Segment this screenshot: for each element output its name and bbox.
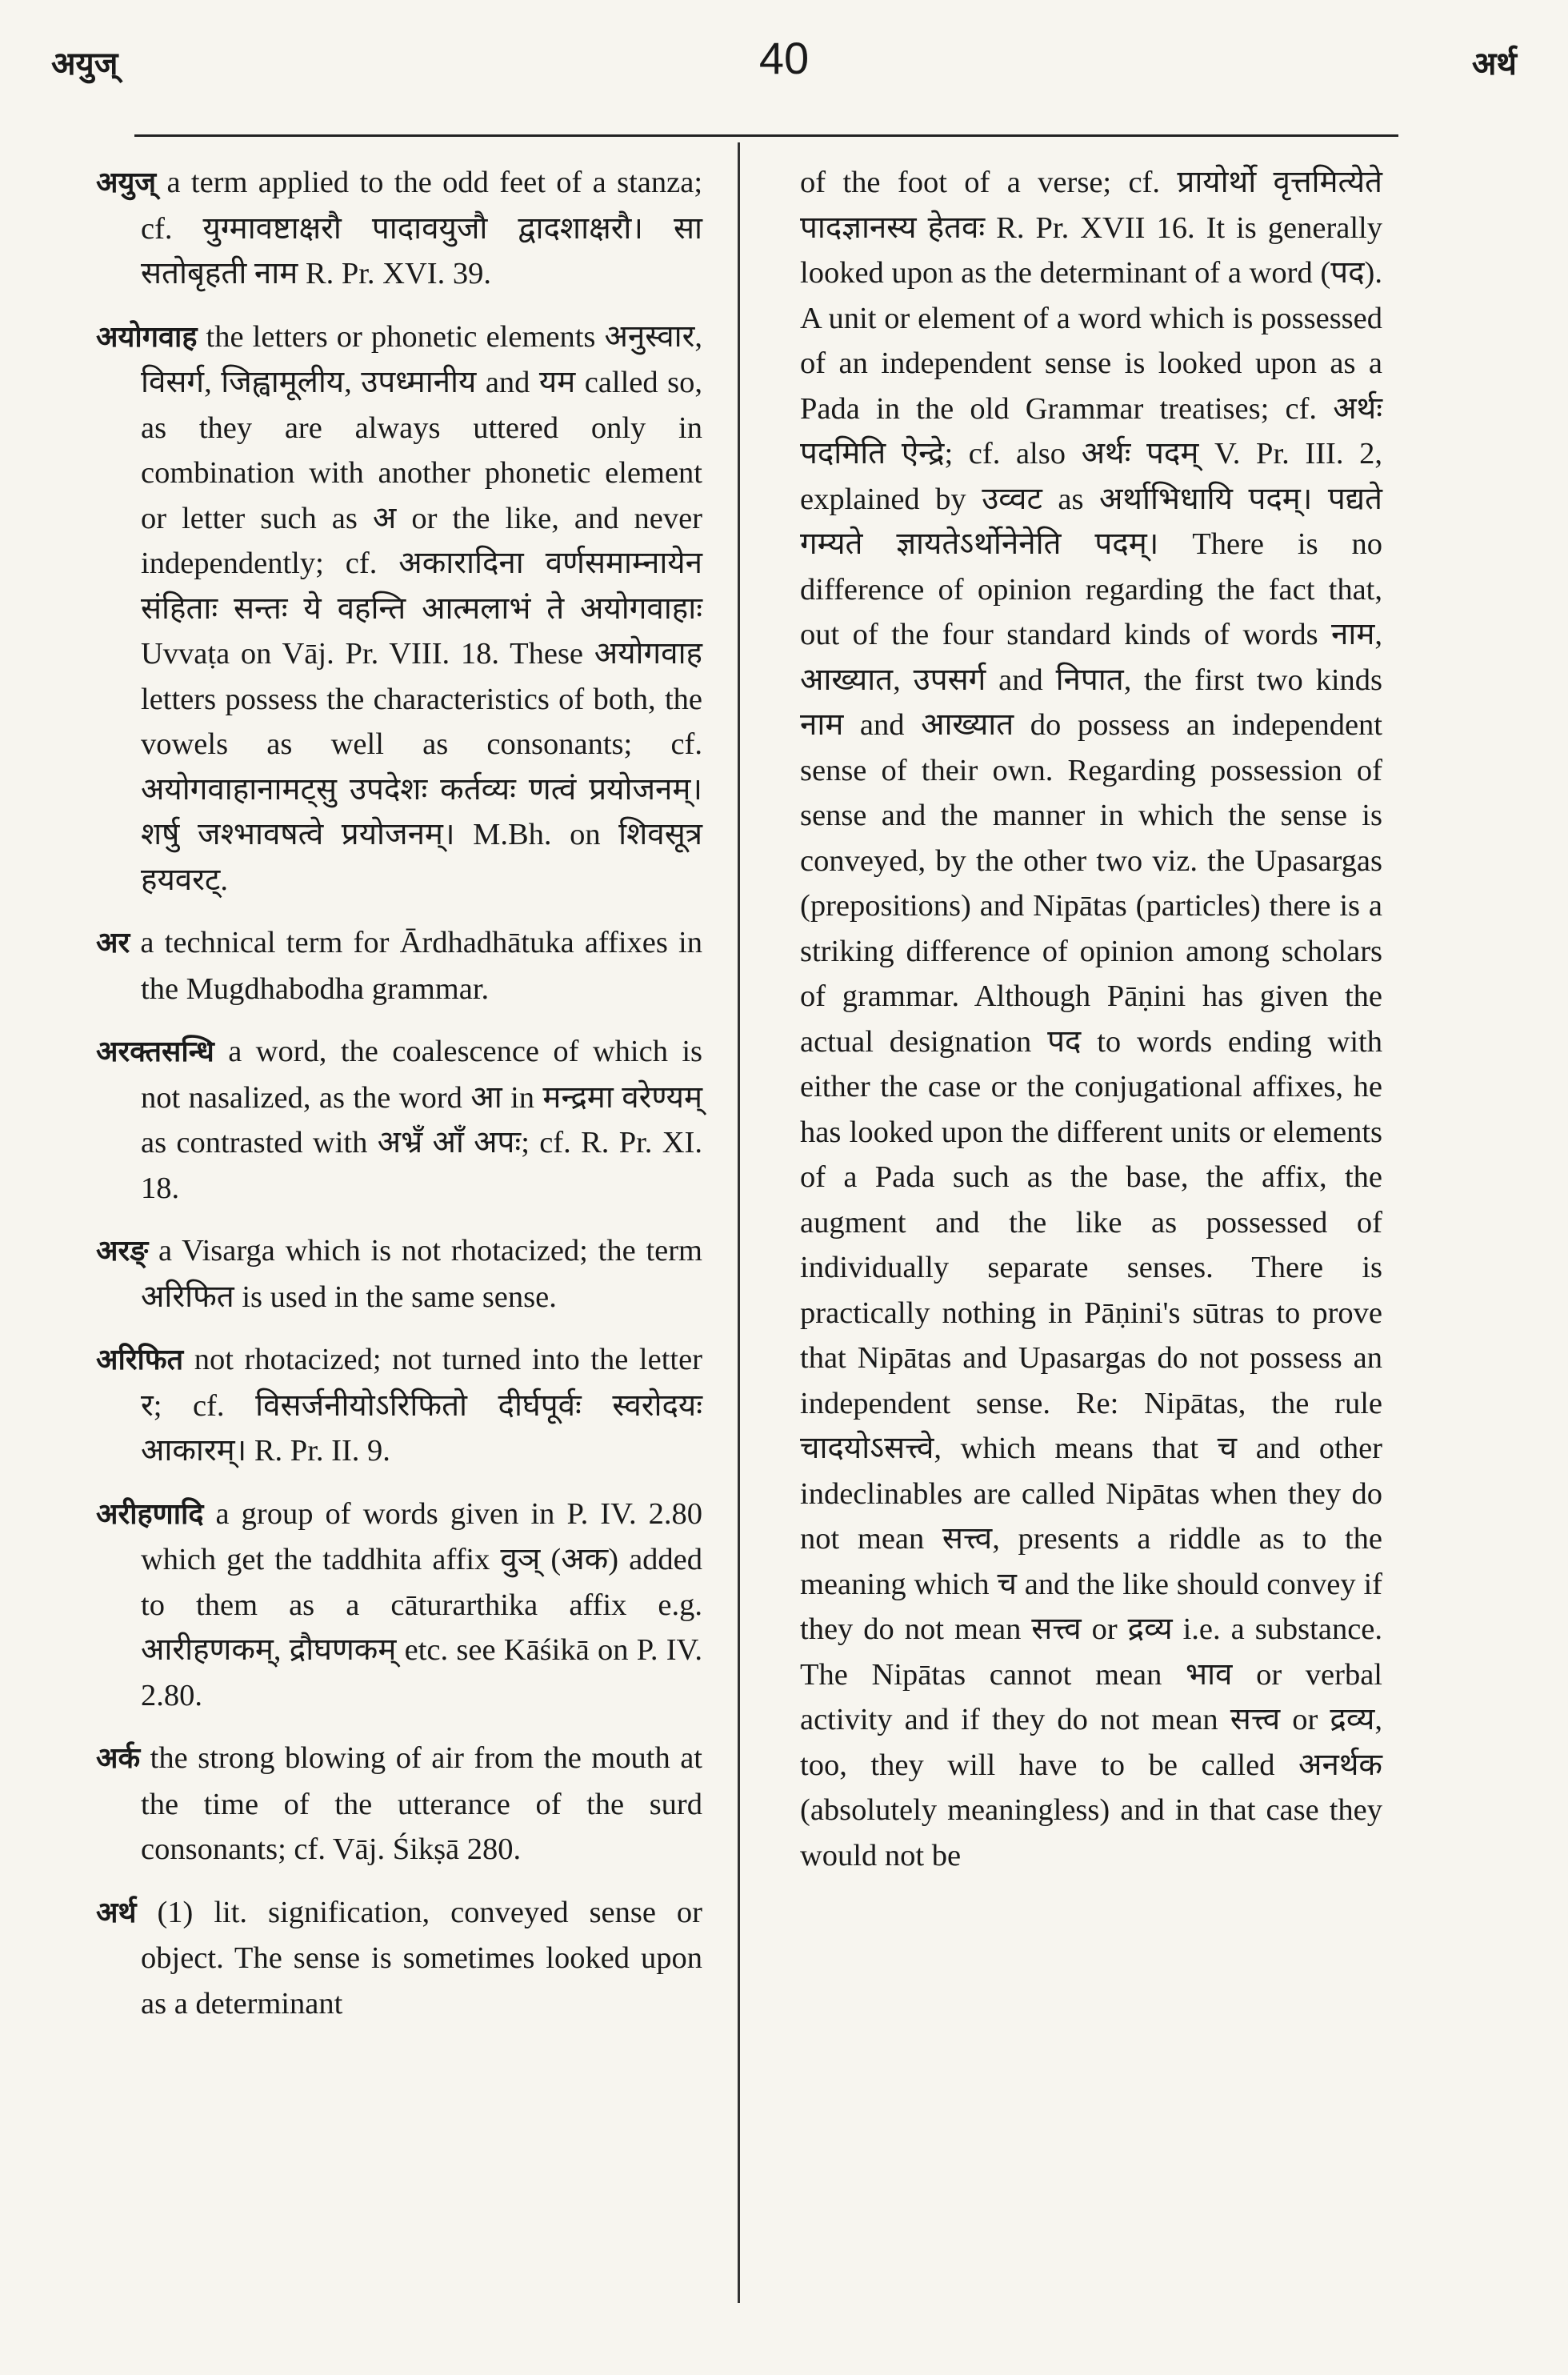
entry-arka: [96, 1736, 702, 1872]
entry-text: not rhotacized; not turned into the letter र; cf. विसर्जनीयोऽरिफितो दीर्घपूर्वः स्वरोदयः आकारम्। R. Pr. II. 9.: [141, 1343, 703, 1468]
left-column: [96, 160, 702, 2044]
page-number: 40: [758, 33, 810, 83]
column-divider: [738, 142, 740, 2303]
entry-text: the letters or phonetic elements अनुस्वार, विसर्ग, जिह्वामूलीय, उपध्मानीय and यम called so, as they are always uttered only in combination with another phonetic element or letter such as अ or the like, and never independently; cf. अकारादिना वर्णसमाम्नायेन संहिताः सन्तः ये वहन्ति आत्मलाभं ते अयोगवाहाः Uvvaṭa on Vāj. Pr. VIII. 18. These अयोगवाह letters possess the characteristics of both, the vowels as well as consonants; cf. अयोगवाहानामट्सु उपदेशः कर्तव्यः णत्वं प्रयोजनम्। शर्षु जश्भावषत्वे प्रयोजनम्। M.Bh. on शिवसूत्र हयवरट्.: [141, 319, 702, 897]
right-column: [800, 160, 1382, 1878]
entry-artha: [96, 1890, 702, 2027]
entry-ariphita: [96, 1337, 702, 1474]
header-rule: [134, 134, 1398, 137]
headword: अर्क: [96, 1742, 141, 1775]
entry-text: a Visarga which is not rhotacized; the term अरिफित is used in the same sense.: [141, 1234, 703, 1314]
entry-ara: [96, 920, 702, 1011]
left-running-head: अयुज्: [51, 46, 118, 82]
headword: अरङ्: [96, 1235, 149, 1268]
right-running-head: अर्थ: [1471, 46, 1517, 82]
continued-entry-text: of the foot of a verse; cf. प्रायोर्थो वृत्तमित्येते पादज्ञानस्य हेतवः R. Pr. XVII 16. It is generally looked upon as the determinant of a word (पद). A unit or element of a word which is possessed of an independent sense is looked upon as a Pada in the old Grammar treatises; cf. अर्थः पदमिति ऐन्द्रे; cf. also अर्थः पदम् V. Pr. III. 2, explained by उव्वट as अर्थाभिधायि पदम्। पद्यते गम्यते ज्ञायतेऽर्थोनेनेति पदम्। There is no difference of opinion regarding the fact that, out of the four standard kinds of words नाम, आख्यात, उपसर्ग and निपात, the first two kinds नाम and आख्यात do possess an independent sense of their own. Regarding possession of sense and the manner in which the sense is conveyed, by the other two viz. the Upasargas (prepositions) and Nipātas (particles) there is a striking difference of opinion among scholars of grammar. Although Pāṇini has given the actual designation पद to words ending with either the case or the conjugational affixes, he has looked upon the different units or elements of a Pada such as the base, the affix, the augment and the like as possessed of individually separate senses. There is practically nothing in Pāṇini's sūtras to prove that Nipātas and Upasargas do not possess an independent sense. Re: Nipātas, the rule चादयोऽसत्त्वे, which means that च and other indeclinables are called Nipātas when they do not mean सत्त्व, presents a riddle as to the meaning which च and the like should convey if they do not mean सत्त्व or द्रव्य i.e. a substance. The Nipātas cannot mean भाव or verbal activity and if they do not mean सत्त्व or द्रव्य, too, they will have to be called अनर्थक (absolutely meaningless) and in that case they would not be: [800, 166, 1382, 1872]
entry-arang: [96, 1228, 702, 1320]
headword: अरक्तसन्धि: [96, 1035, 214, 1068]
entry-ayogavaha: [96, 314, 702, 903]
entry-text: a word, the coalescence of which is not nasalized, as the word आ in मन्द्रमा वरेण्यम् as contrasted with अभ्रँ आँ अपः; cf. R. Pr. XI. 18.: [141, 1035, 703, 1205]
headword: अरीहणादि: [96, 1497, 204, 1531]
headword: अर्थ: [96, 1896, 137, 1929]
headword: अयुज्: [96, 166, 157, 199]
headword: अर: [96, 927, 130, 959]
headword: अयोगवाह: [96, 320, 198, 354]
page-header: [0, 24, 1568, 88]
entry-text: the strong blowing of air from the mouth at the time of the utterance of the surd consonants; cf. Vāj. Śikṣā 280.: [141, 1741, 702, 1866]
entry-arihanadi: [96, 1492, 702, 1719]
entry-text: (1) lit. signification, conveyed sense or object. The sense is sometimes looked upon as a determinant: [141, 1895, 702, 2021]
entry-text: a term applied to the odd feet of a stanza; cf. युग्मावष्टाक्षरौ पादावयुजौ द्वादशाक्षरौ। सा सतोबृहती नाम R. Pr. XVI. 39.: [141, 166, 703, 290]
entry-araktasandhi: [96, 1029, 702, 1211]
headword: अरिफित: [96, 1344, 184, 1376]
entry-text: a technical term for Ārdhadhātuka affixes in the Mugdhabodha grammar.: [140, 926, 702, 1006]
entry-text: a group of words given in P. IV. 2.80 which get the taddhita affix वुञ् (अक) added to them as a cāturarthika affix e.g. आरीहणकम्, द्रौघणकम् etc. see Kāśikā on P. IV. 2.80.: [141, 1496, 703, 1712]
entry-ayuj: [96, 160, 702, 297]
